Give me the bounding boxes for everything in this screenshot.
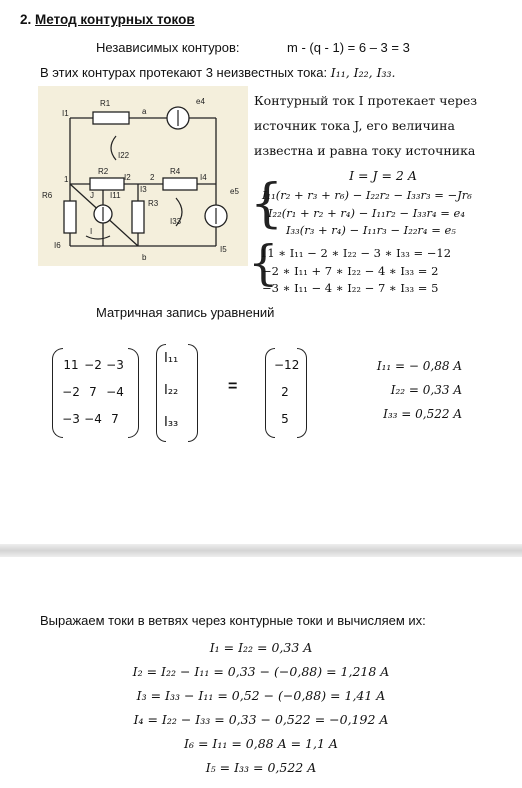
independent-contours-label: Независимых контуров:	[96, 40, 240, 55]
intro-text	[40, 65, 396, 80]
intro-currents: I₁₁, I₂₂, I₃₃.	[330, 65, 396, 80]
circuit-diagram	[38, 86, 248, 266]
label-r3: R3	[148, 199, 159, 208]
section-number: 2.	[20, 12, 32, 27]
label-i-small: I	[90, 227, 93, 236]
branch-eq-2: I₂ = I₂₂ − I₁₁ = 0,33 − (−0,88) = 1,218 A	[132, 664, 390, 679]
brace-system-1: {	[250, 174, 284, 234]
matrix-cell: 11	[63, 358, 79, 372]
section-heading	[20, 12, 195, 27]
solution-1: I₁₁ = − 0,88 A	[376, 359, 462, 373]
branch-caption: Выражаем токи в ветвях через контурные токи и вычисляем их:	[40, 613, 426, 628]
contour-eq: I = J = 2 A	[349, 168, 417, 183]
contour-line-1: Контурный ток I протекает через	[254, 93, 478, 108]
label-r6: R6	[42, 191, 53, 200]
system1-eq-1: I₁₁(r₂ + r₃ + r₆) − I₂₂r₂ − I₃₃r₃ = −Jr₆	[262, 188, 472, 202]
matrix-cell: −2	[62, 385, 80, 399]
label-loop-22: I22	[118, 151, 130, 160]
resistor-r3	[132, 201, 144, 233]
label-r2: R2	[98, 167, 109, 176]
label-e4: e4	[196, 97, 205, 106]
matrix-cell: −3	[62, 412, 80, 426]
rhs-3: 5	[281, 412, 289, 426]
section-title: Метод контурных токов	[35, 12, 195, 27]
page-divider	[0, 544, 522, 557]
matrix-cell: 7	[111, 412, 119, 426]
resistor-r2	[90, 178, 124, 190]
matrix-caption: Матричная запись уравнений	[96, 305, 275, 320]
label-e5: e5	[230, 187, 239, 196]
label-loop-11: I11	[110, 191, 121, 200]
contour-line-3: известна и равна току источника	[254, 143, 476, 158]
branch-eq-1: I₁ = I₂₂ = 0,33 A	[209, 640, 313, 655]
contour-text	[254, 88, 512, 188]
label-r1: R1	[100, 99, 111, 108]
branch-eq-4: I₄ = I₂₂ − I₃₃ = 0,33 − 0,522 = −0,192 A	[133, 712, 389, 727]
resistor-r6	[64, 201, 76, 233]
independent-contours-formula: m - (q - 1) = 6 – 3 = 3	[287, 40, 410, 55]
branch-eq-5: I₆ = I₁₁ = 0,88 A = 1,1 A	[184, 736, 338, 751]
intro-label: В этих контурах протекают 3 неизвестных тока:	[40, 65, 328, 80]
system2-eq-1: 11 ∗ I₁₁ − 2 ∗ I₂₂ − 3 ∗ I₃₃ = −12	[260, 246, 452, 260]
system1-eq-3: I₃₃(r₃ + r₄) − I₁₁r₃ − I₂₂r₄ = e₅	[286, 223, 456, 237]
unknown-1: I₁₁	[164, 351, 179, 366]
label-i5: I5	[220, 245, 227, 254]
label-node-2: 2	[150, 173, 155, 182]
branch-eq-3: I₃ = I₃₃ − I₁₁ = 0,52 − (−0,88) = 1,41 A	[136, 688, 386, 703]
label-node-b: b	[142, 253, 147, 262]
label-i3: I3	[140, 185, 147, 194]
matrix-equals: =	[228, 378, 238, 395]
resistor-r4	[163, 178, 197, 190]
unknown-2: I₂₂	[164, 383, 179, 398]
label-r4: R4	[170, 167, 181, 176]
solution-2: I₂₂ = 0,33 A	[390, 383, 462, 397]
label-j: J	[90, 191, 94, 200]
branch-eq-6: I₅ = I₃₃ = 0,522 A	[205, 760, 317, 775]
matrix-cell: −3	[106, 358, 124, 372]
system2-eq-3: −3 ∗ I₁₁ − 4 ∗ I₂₂ − 7 ∗ I₃₃ = 5	[262, 281, 439, 295]
unknown-3: I₃₃	[164, 415, 179, 430]
system1-eq-2: I₂₂(r₁ + r₂ + r₄) − I₁₁r₂ − I₃₃r₄ = e₄	[268, 206, 465, 220]
label-i1: I1	[62, 109, 69, 118]
solution-3: I₃₃ = 0,522 A	[383, 407, 462, 421]
branch-equations	[0, 636, 522, 780]
matrix-right-paren	[128, 348, 139, 438]
solutions	[362, 354, 462, 426]
contour-line-2: источник тока J, его величина	[254, 118, 455, 133]
matrix-cell: −4	[84, 412, 102, 426]
label-i2: I2	[124, 173, 131, 182]
label-node-1: 1	[64, 175, 69, 184]
system2-eq-2: −2 ∗ I₁₁ + 7 ∗ I₂₂ − 4 ∗ I₃₃ = 2	[262, 264, 439, 278]
resistor-r1	[93, 112, 129, 124]
rhs-2: 2	[281, 385, 289, 399]
label-i4: I4	[200, 173, 207, 182]
label-i6: I6	[54, 241, 61, 250]
label-node-a: a	[142, 107, 147, 116]
rhs-1: −12	[274, 358, 300, 372]
label-loop-33: I33	[170, 217, 182, 226]
matrix-cell: −4	[106, 385, 124, 399]
matrix-cell: 7	[89, 385, 97, 399]
matrix-cell: −2	[84, 358, 102, 372]
unknowns-right-paren	[188, 344, 198, 442]
brace-system-2: {	[248, 235, 279, 291]
